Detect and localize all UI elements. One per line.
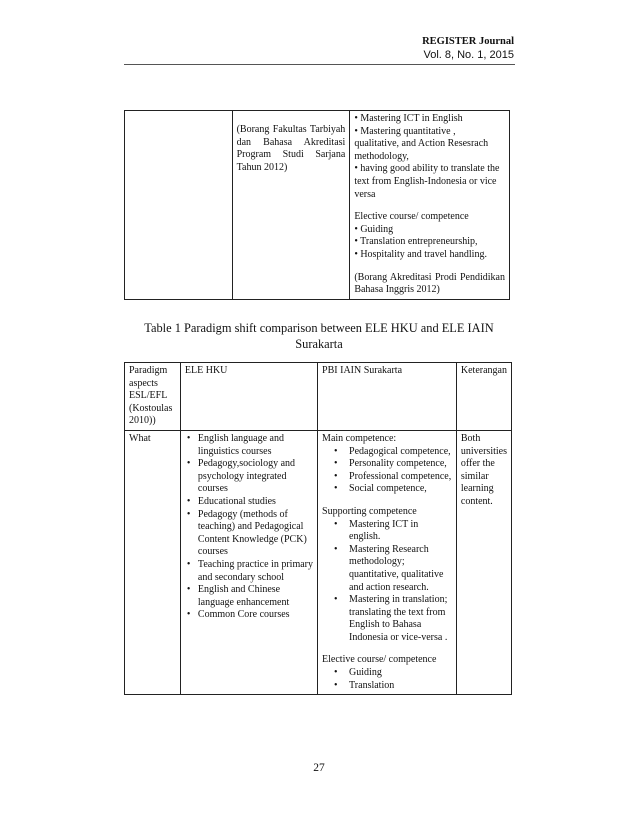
list-item: • Pedagogy,sociology and psychology integrated courses xyxy=(197,458,313,496)
right-item: • Mastering quantitative , xyxy=(354,125,456,137)
right-item: qualitative, and Action Resesrach methodology, xyxy=(354,138,489,162)
header-row xyxy=(125,363,512,431)
comparison-table xyxy=(124,362,512,695)
competence-cell xyxy=(350,111,510,300)
journal-volume: Vol. 8, No. 1, 2015 xyxy=(423,49,514,61)
right-item: • having good ability to translate the text from English-Indonesia or vice versa xyxy=(354,163,500,200)
list-item: • Pedagogical competence, xyxy=(348,446,452,459)
main-competence-heading: Main competence: xyxy=(322,432,397,444)
iain-cell xyxy=(318,430,457,694)
source-left: (Borang Fakultas Tarbiyah dan Bahasa Akreditasi Program Studi Sarjana Tahun 2012) xyxy=(236,124,346,173)
list-item: • Mastering in translation; translating the text from English to Bahasa Indonesia or vice-versa . xyxy=(348,594,452,644)
elective-item: • Hospitality and travel handling. xyxy=(354,248,487,260)
list-item: • Educational studies xyxy=(197,496,313,509)
elective-heading: Elective course/ competence xyxy=(354,211,469,223)
empty-cell xyxy=(125,111,233,300)
list-item: • Teaching practice in primary and secondary school xyxy=(197,559,313,584)
header-cell: Paradigm aspects ESL/EFL (Kostoulas 2010)) xyxy=(125,363,181,431)
supporting-competence-heading: Supporting competence xyxy=(322,505,417,517)
list-item: • Mastering ICT in english. xyxy=(348,519,452,544)
table-row xyxy=(125,430,512,694)
aspect-cell: What xyxy=(125,430,181,694)
elective-competence-heading: Elective course/ competence xyxy=(322,654,437,666)
source-left-cell xyxy=(232,111,350,300)
header-cell: ELE HKU xyxy=(180,363,317,431)
elective-item: • Guiding xyxy=(354,223,394,235)
header-cell: Keterangan xyxy=(456,363,511,431)
header-rule xyxy=(124,64,515,65)
list-item: • Common Core courses xyxy=(197,609,313,622)
hku-cell xyxy=(180,430,317,694)
list-item: • Mastering Research methodology; quantitative, qualitative and action research. xyxy=(348,544,452,594)
table-caption: Table 1 Paradigm shift comparison between ELE HKU and ELE IAIN Surakarta xyxy=(144,321,494,351)
elective-item: • Translation entrepreneurship, xyxy=(354,236,478,248)
page-number: 27 xyxy=(313,762,325,774)
list-item: • Professional competence, xyxy=(348,471,452,484)
source-right: (Borang Akreditasi Prodi Pendidikan Bahasa Inggris 2012) xyxy=(354,271,505,296)
list-item: • Guiding xyxy=(348,667,452,680)
list-item: • English language and linguistics courses xyxy=(197,433,313,458)
header-cell: PBI IAIN Surakarta xyxy=(318,363,457,431)
list-item: • English and Chinese language enhancement xyxy=(197,584,313,609)
journal-name: REGISTER Journal xyxy=(422,36,514,47)
note-cell: Both universities offer the similar learning content. xyxy=(456,430,511,694)
journal-header xyxy=(422,35,514,62)
list-item: • Pedagogy (methods of teaching) and Pedagogical Content Knowledge (PCK) courses xyxy=(197,509,313,559)
continued-table xyxy=(124,110,510,300)
list-item: • Translation xyxy=(348,680,452,693)
list-item: • Social competence, xyxy=(348,483,452,496)
right-item: • Mastering ICT in English xyxy=(354,113,463,124)
list-item: • Personality competence, xyxy=(348,458,452,471)
